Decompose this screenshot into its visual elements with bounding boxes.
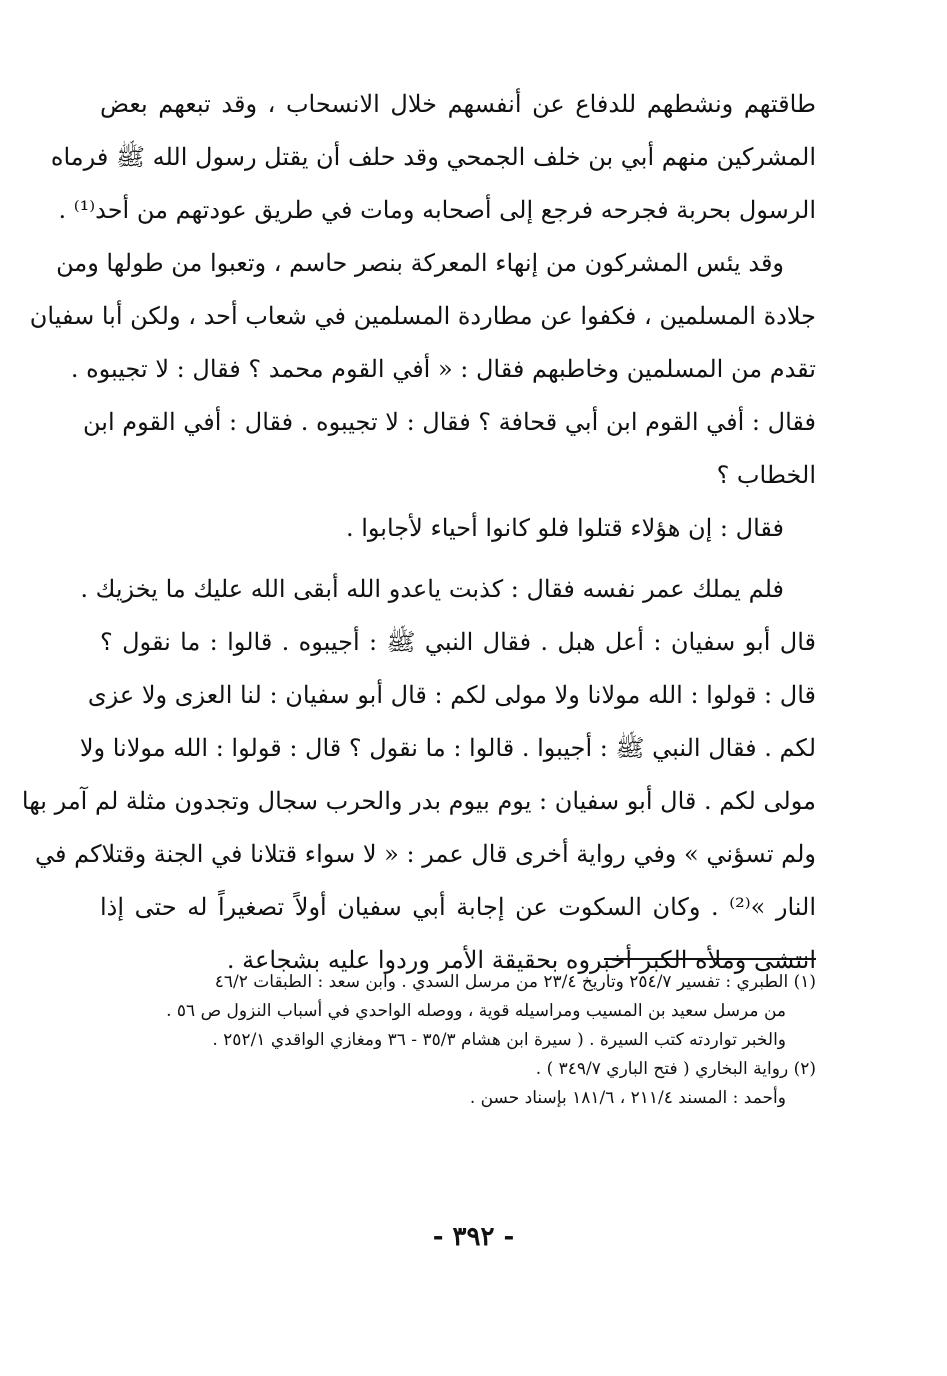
text-line: لكم . فقال النبي ﷺ : أجيبوا . قالوا : ما نقول ؟ قال : قولوا : الله مولانا ولا <box>79 734 816 762</box>
main-text <box>21 78 816 987</box>
text-line: طاقتهم ونشطهم للدفاع عن أنفسهم خلال الانسحاب ، وقد تبعهم بعض <box>100 90 816 118</box>
text-line: فلم يملك عمر نفسه فقال : كذبت ياعدو الله أبقى الله عليك ما يخزيك . <box>80 575 784 603</box>
footnote-line: والخبر تواردته كتب السيرة . ( سيرة ابن هشام ٣٥/٣ - ٣٦ ومغازي الواقدي ٢٥٢/١ . <box>212 1030 786 1050</box>
footnote-line: (١) الطبري : تفسير ٢٥٤/٧ وتاريخ ٢٣/٤ من مرسل السدي . وابن سعد : الطبقات ٤٦/٢ <box>214 972 816 992</box>
text-line: وقد يئس المشركون من إنهاء المعركة بنصر حاسم ، وتعبوا من طولها ومن <box>56 249 784 277</box>
text-line: قال : قولوا : الله مولانا ولا مولى لكم : قال أبو سفيان : لنا العزى ولا عزى <box>87 681 816 709</box>
text-line: تقدم من المسلمين وخاطبهم فقال : « أفي القوم محمد ؟ فقال : لا تجيبوه . <box>70 355 816 383</box>
text-line: المشركين منهم أبي بن خلف الجمحي وقد حلف أن يقتل رسول الله ﷺ فرماه <box>50 143 816 171</box>
text-line: ولم تسؤني » وفي رواية أخرى قال عمر : « لا سواء قتلانا في الجنة وقتلاكم في <box>35 840 816 868</box>
text-line: جلادة المسلمين ، فكفوا عن مطاردة المسلمين في شعاب أحد ، ولكن أبا سفيان <box>29 302 816 330</box>
footnote-line: (٢) رواية البخاري ( فتح الباري ٣٤٩/٧ ) . <box>535 1059 816 1079</box>
text-line: فقال : أفي القوم ابن أبي قحافة ؟ فقال : لا تجيبوه . فقال : أفي القوم ابن <box>83 408 816 436</box>
footnotes <box>100 968 816 1113</box>
text-line: انتشى وملأه الكبر أخبروه بحقيقة الأمر وردوا عليه بشجاعة . <box>226 946 816 974</box>
text-line: الخطاب ؟ <box>716 461 816 489</box>
text-line: النار »⁽²⁾ . وكان السكوت عن إجابة أبي سفيان أولاً تصغيراً له حتى إذا <box>100 893 816 921</box>
text-line: مولى لكم . قال أبو سفيان : يوم بيوم بدر والحرب سجال وتجدون مثلة لم آمر بها <box>21 787 816 815</box>
page-number: - ٣٩٢ - <box>432 1222 515 1252</box>
footnote-line: وأحمد : المسند ٢١١/٤ ، ١٨١/٦ بإسناد حسن . <box>469 1088 786 1108</box>
footnote-divider <box>604 958 816 960</box>
text-line: الرسول بحربة فجرحه فرجع إلى أصحابه ومات في طريق عودتهم من أحد⁽¹⁾ . <box>58 196 816 224</box>
footnote-line: من مرسل سعيد بن المسيب ومراسيله قوية ، ووصله الواحدي في أسباب النزول ص ٥٦ . <box>166 1001 786 1021</box>
text-line: فقال : إن هؤلاء قتلوا فلو كانوا أحياء لأجابوا . <box>345 514 784 542</box>
paragraph-gap <box>100 555 816 563</box>
text-line: قال أبو سفيان : أعل هبل . فقال النبي ﷺ : أجيبوه . قالوا : ما نقول ؟ <box>100 628 816 656</box>
